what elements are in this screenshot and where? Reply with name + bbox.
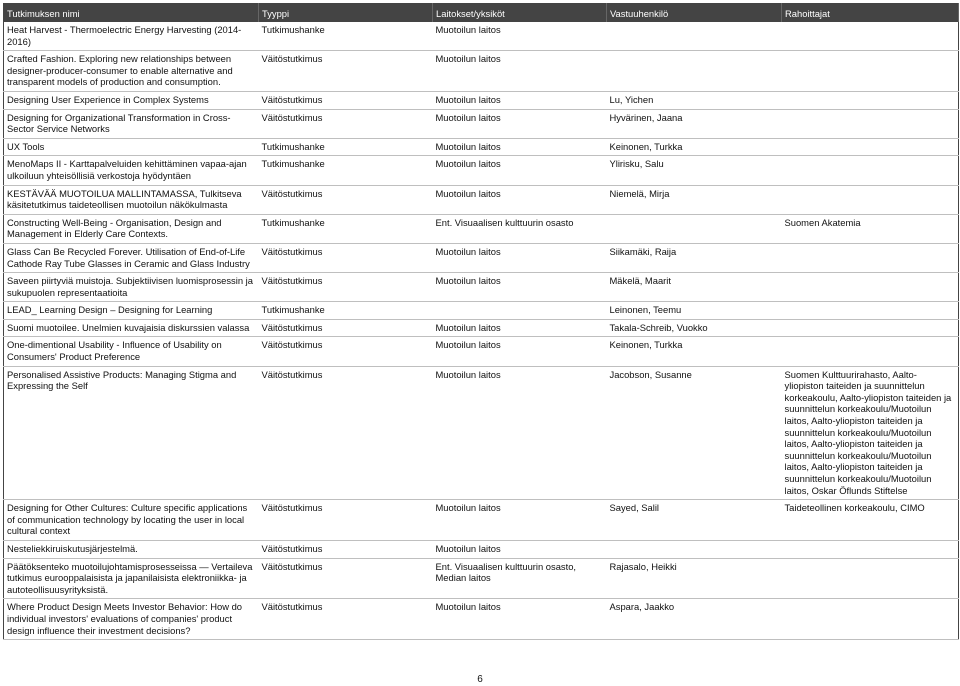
cell-research-name: LEAD_ Learning Design – Designing for Learning — [4, 302, 259, 320]
header-responsible-person: Vastuuhenkilö — [607, 4, 782, 23]
cell-funders: Suomen Akatemia — [782, 214, 959, 243]
table-row — [4, 319, 959, 337]
cell-type: Väitöstutkimus — [259, 500, 433, 541]
cell-research-name: Constructing Well-Being - Organisation, Design and Management in Elderly Care Contexts. — [4, 214, 259, 243]
cell-responsible-person — [607, 214, 782, 243]
cell-research-name: Where Product Design Meets Investor Behavior: How do individual investors' evaluations of companies' product design influence their investment decisions? — [4, 599, 259, 640]
cell-type: Väitöstutkimus — [259, 540, 433, 558]
cell-research-name: Personalised Assistive Products: Managing Stigma and Expressing the Self — [4, 366, 259, 500]
header-departments: Laitokset/yksiköt — [433, 4, 607, 23]
cell-responsible-person: Niemelä, Mirja — [607, 185, 782, 214]
cell-department: Ent. Visuaalisen kulttuurin osasto, Median laitos — [433, 558, 607, 599]
cell-responsible-person: Jacobson, Susanne — [607, 366, 782, 500]
cell-funders — [782, 109, 959, 138]
cell-research-name: MenoMaps II - Karttapalveluiden kehittäminen vapaa-ajan ulkoiluun yhteisöllisiä verkostoja hyödyntäen — [4, 156, 259, 185]
cell-department: Muotoilun laitos — [433, 337, 607, 366]
cell-research-name: One-dimentional Usability - Influence of Usability on Consumers' Product Preference — [4, 337, 259, 366]
cell-funders — [782, 273, 959, 302]
cell-responsible-person: Takala-Schreib, Vuokko — [607, 319, 782, 337]
table-row — [4, 185, 959, 214]
cell-research-name: Designing for Other Cultures: Culture specific applications of communication technology by locating the user in local cultural context — [4, 500, 259, 541]
cell-type: Väitöstutkimus — [259, 51, 433, 92]
cell-department: Muotoilun laitos — [433, 540, 607, 558]
cell-type: Väitöstutkimus — [259, 243, 433, 272]
cell-type: Väitöstutkimus — [259, 185, 433, 214]
cell-research-name: Saveen piirtyviä muistoja. Subjektiivisen luomisprosessin ja sukupuolen representaatioita — [4, 273, 259, 302]
cell-funders — [782, 22, 959, 51]
cell-type: Tutkimushanke — [259, 22, 433, 51]
cell-responsible-person: Keinonen, Turkka — [607, 138, 782, 156]
cell-type: Tutkimushanke — [259, 156, 433, 185]
cell-research-name: Nesteliekkiruiskutusjärjestelmä. — [4, 540, 259, 558]
cell-research-name: Designing for Organizational Transformation in Cross-Sector Service Networks — [4, 109, 259, 138]
cell-type: Väitöstutkimus — [259, 337, 433, 366]
cell-research-name: Suomi muotoilee. Unelmien kuvajaisia diskurssien valassa — [4, 319, 259, 337]
table-row — [4, 540, 959, 558]
table-row — [4, 302, 959, 320]
cell-funders — [782, 243, 959, 272]
cell-research-name: Glass Can Be Recycled Forever. Utilisation of End-of-Life Cathode Ray Tube Glasses in Ceramic and Glass Industry — [4, 243, 259, 272]
cell-department: Muotoilun laitos — [433, 138, 607, 156]
cell-responsible-person: Leinonen, Teemu — [607, 302, 782, 320]
table-row — [4, 366, 959, 500]
cell-type: Tutkimushanke — [259, 138, 433, 156]
cell-type: Tutkimushanke — [259, 214, 433, 243]
cell-responsible-person: Mäkelä, Maarit — [607, 273, 782, 302]
header-funders: Rahoittajat — [782, 4, 959, 23]
cell-department: Muotoilun laitos — [433, 91, 607, 109]
cell-department: Muotoilun laitos — [433, 243, 607, 272]
cell-responsible-person: Lu, Yichen — [607, 91, 782, 109]
table-row — [4, 500, 959, 541]
page-number: 6 — [477, 674, 483, 685]
cell-department: Muotoilun laitos — [433, 273, 607, 302]
cell-department: Ent. Visuaalisen kulttuurin osasto — [433, 214, 607, 243]
cell-department: Muotoilun laitos — [433, 156, 607, 185]
cell-department: Muotoilun laitos — [433, 51, 607, 92]
cell-research-name: Heat Harvest - Thermoelectric Energy Harvesting (2014-2016) — [4, 22, 259, 51]
cell-department: Muotoilun laitos — [433, 599, 607, 640]
cell-research-name: Designing User Experience in Complex Systems — [4, 91, 259, 109]
table-row — [4, 91, 959, 109]
cell-responsible-person: Siikamäki, Raija — [607, 243, 782, 272]
cell-responsible-person — [607, 51, 782, 92]
table-row — [4, 599, 959, 640]
cell-research-name: Päätöksenteko muotoilujohtamisprosesseissa — Vertaileva tutkimus eurooppalaisista ja japanilaisista elektroniikka- ja autoteollisuusyrityksistä. — [4, 558, 259, 599]
cell-funders — [782, 138, 959, 156]
cell-funders — [782, 540, 959, 558]
cell-department: Muotoilun laitos — [433, 22, 607, 51]
cell-type: Väitöstutkimus — [259, 366, 433, 500]
table-row — [4, 156, 959, 185]
cell-funders: Taideteollinen korkeakoulu, CIMO — [782, 500, 959, 541]
cell-responsible-person: Rajasalo, Heikki — [607, 558, 782, 599]
cell-funders — [782, 558, 959, 599]
cell-responsible-person: Aspara, Jaakko — [607, 599, 782, 640]
cell-responsible-person: Keinonen, Turkka — [607, 337, 782, 366]
cell-type: Tutkimushanke — [259, 302, 433, 320]
cell-funders — [782, 185, 959, 214]
table-row — [4, 22, 959, 51]
cell-type: Väitöstutkimus — [259, 558, 433, 599]
cell-department — [433, 302, 607, 320]
table-row — [4, 51, 959, 92]
research-table — [3, 3, 959, 640]
cell-research-name: Crafted Fashion. Exploring new relationships between designer-producer-consumer to enable alternative and transparent models of production and consumption. — [4, 51, 259, 92]
cell-department: Muotoilun laitos — [433, 185, 607, 214]
table-header-row — [4, 4, 959, 23]
cell-department: Muotoilun laitos — [433, 109, 607, 138]
cell-funders — [782, 319, 959, 337]
table-row — [4, 243, 959, 272]
cell-department: Muotoilun laitos — [433, 366, 607, 500]
cell-funders — [782, 337, 959, 366]
cell-funders — [782, 599, 959, 640]
cell-responsible-person: Sayed, Salil — [607, 500, 782, 541]
table-row — [4, 558, 959, 599]
cell-research-name: KESTÄVÄÄ MUOTOILUA MALLINTAMASSA, Tulkitseva käsitetutkimus taideteollisen muotoilun näkökulmasta — [4, 185, 259, 214]
cell-research-name: UX Tools — [4, 138, 259, 156]
table-body — [4, 22, 959, 640]
cell-type: Väitöstutkimus — [259, 599, 433, 640]
cell-type: Väitöstutkimus — [259, 91, 433, 109]
cell-responsible-person — [607, 22, 782, 51]
cell-funders — [782, 91, 959, 109]
table-row — [4, 214, 959, 243]
cell-type: Väitöstutkimus — [259, 319, 433, 337]
cell-responsible-person: Hyvärinen, Jaana — [607, 109, 782, 138]
cell-type: Väitöstutkimus — [259, 109, 433, 138]
header-type: Tyyppi — [259, 4, 433, 23]
cell-type: Väitöstutkimus — [259, 273, 433, 302]
table-row — [4, 337, 959, 366]
cell-funders — [782, 51, 959, 92]
cell-funders — [782, 156, 959, 185]
header-research-name: Tutkimuksen nimi — [4, 4, 259, 23]
cell-responsible-person — [607, 540, 782, 558]
table-row — [4, 273, 959, 302]
cell-department: Muotoilun laitos — [433, 500, 607, 541]
table-row — [4, 138, 959, 156]
cell-funders: Suomen Kulttuurirahasto, Aalto-yliopiston taiteiden ja suunnittelun korkeakoulu, Aalto-yliopiston taiteiden ja suunnittelun korkeakoulu/Muotoilun laitos, Aalto-yliopiston taiteiden ja suunnittelun korkeakoulu/Muotoilun laitos, Aalto-yliopiston taiteiden ja suunnittelun korkeakoulu/Muotoilun laitos, Aalto-yliopiston taiteiden ja suunnittelun korkeakoulu/Muotoilun laitos, Oskar Öflunds Stiftelse — [782, 366, 959, 500]
cell-responsible-person: Ylirisku, Salu — [607, 156, 782, 185]
cell-funders — [782, 302, 959, 320]
cell-department: Muotoilun laitos — [433, 319, 607, 337]
table-row — [4, 109, 959, 138]
